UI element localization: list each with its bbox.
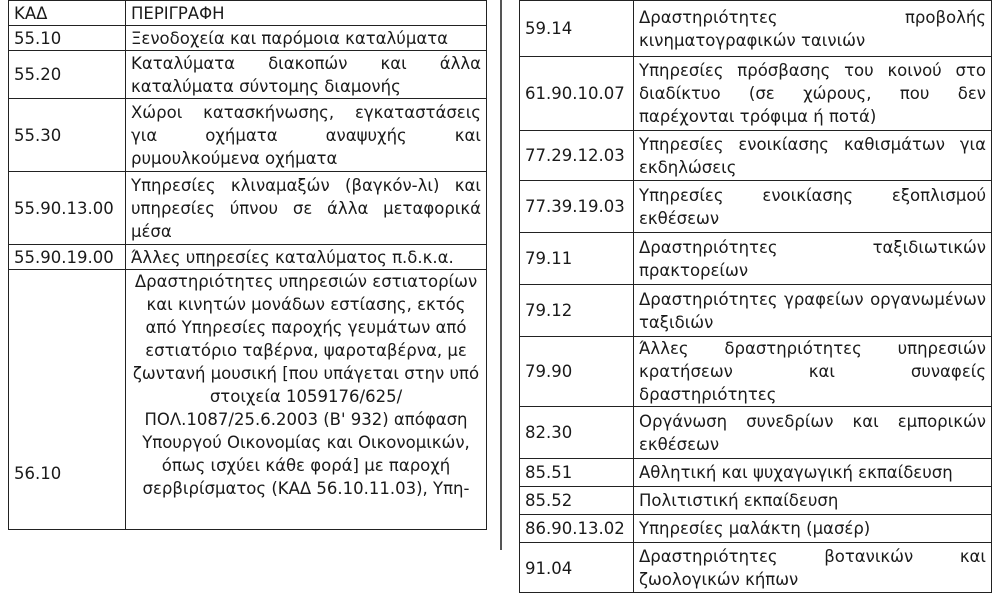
table-row — [520, 1, 992, 57]
kad-description: Άλλες υπηρεσίες καταλύματος π.δ.κ.α. — [126, 245, 487, 270]
kad-code: 79.90 — [520, 337, 634, 407]
kad-description: Αθλητική και ψυχαγωγική εκπαίδευση — [634, 459, 992, 487]
table-row — [9, 26, 487, 51]
kad-description: Υπηρεσίες ενοικίασης εξοπλισμού εκθέσεων — [634, 181, 992, 233]
kad-description: Χώροι κατασκήνωσης, εγκαταστάσεις για οχήματα αναψυχής και ρυμουλκούμενα οχήματα — [126, 99, 487, 172]
kad-description: Ξενοδοχεία και παρόμοια καταλύματα — [126, 26, 487, 51]
kad-code: 55.20 — [9, 51, 126, 99]
kad-code: 59.14 — [520, 1, 634, 57]
right-kad-table — [519, 0, 992, 593]
kad-code: 55.10 — [9, 26, 126, 51]
table-row — [520, 233, 992, 285]
kad-description: Οργάνωση συνεδρίων και εμπορικών εκθέσεων — [634, 407, 992, 459]
table-row — [9, 270, 487, 530]
kad-code: 79.11 — [520, 233, 634, 285]
table-row — [520, 131, 992, 181]
kad-description: Δραστηριότητες ταξιδιωτικών πρακτορείων — [634, 233, 992, 285]
kad-description: Πολιτιστική εκπαίδευση — [634, 487, 992, 515]
table-row — [520, 407, 992, 459]
kad-description: Άλλες δραστηριότητες υπηρεσιών κρατήσεων και συναφείς δραστηριότητες — [634, 337, 992, 407]
table-row — [520, 459, 992, 487]
table-header-row — [9, 1, 487, 26]
table-row — [520, 337, 992, 407]
kad-description: Δραστηριότητες υπηρεσιών εστιατορίων και κινητών μονάδων εστίασης, εκτός από Υπηρεσίες παροχής γευμάτων από εστιατόριο ταβέρνα, ψαροταβέρνα, με ζωντανή μουσική [που υπάγεται στην υπό στοιχεία 1059176/625/ ΠΟΛ.1087/25.6.2003 (Β' 932) απόφαση Υπουργού Οικονομίας και Οικονομικών, όπως ισχύει κάθε φορά] με παροχή σερβιρίσματος (ΚΑΔ 56.10.11.03), Υπη- — [126, 270, 487, 530]
header-kad: ΚΑΔ — [9, 1, 126, 26]
header-description: ΠΕΡΙΓΡΑΦΗ — [126, 1, 487, 26]
kad-code: 61.90.10.07 — [520, 57, 634, 131]
table-row — [520, 543, 992, 593]
kad-code: 55.90.19.00 — [9, 245, 126, 270]
kad-description: Δραστηριότητες προβολής κινηματογραφικών ταινιών — [634, 1, 992, 57]
kad-description: Δραστηριότητες βοτανικών και ζωολογικών κήπων — [634, 543, 992, 593]
table-row — [520, 181, 992, 233]
kad-code: 55.90.13.00 — [9, 172, 126, 245]
kad-code: 91.04 — [520, 543, 634, 593]
kad-description: Υπηρεσίες μαλάκτη (μασέρ) — [634, 515, 992, 543]
kad-code: 55.30 — [9, 99, 126, 172]
kad-description: Υπηρεσίες ενοικίασης καθισμάτων για εκδηλώσεις — [634, 131, 992, 181]
table-row — [520, 285, 992, 337]
table-row — [9, 99, 487, 172]
table-row — [9, 245, 487, 270]
kad-description: Καταλύματα διακοπών και άλλα καταλύματα σύντομης διαμονής — [126, 51, 487, 99]
table-row — [520, 515, 992, 543]
table-row — [520, 57, 992, 131]
kad-description: Δραστηριότητες γραφείων οργανωμένων ταξιδιών — [634, 285, 992, 337]
kad-code: 77.39.19.03 — [520, 181, 634, 233]
kad-code: 86.90.13.02 — [520, 515, 634, 543]
kad-code: 82.30 — [520, 407, 634, 459]
kad-code: 56.10 — [9, 270, 126, 530]
column-separator — [500, 0, 502, 550]
table-row — [9, 172, 487, 245]
table-row — [520, 487, 992, 515]
table-row — [9, 51, 487, 99]
kad-code: 85.51 — [520, 459, 634, 487]
kad-description: Υπηρεσίες κλιναμαξών (βαγκόν-λι) και υπηρεσίες ύπνου σε άλλα μεταφορικά μέσα — [126, 172, 487, 245]
kad-code: 79.12 — [520, 285, 634, 337]
left-kad-table — [8, 0, 487, 530]
kad-description: Υπηρεσίες πρόσβασης του κοινού στο διαδίκτυο (σε χώρους, που δεν παρέχονται τρόφιμα ή ποτά) — [634, 57, 992, 131]
kad-code: 85.52 — [520, 487, 634, 515]
kad-code: 77.29.12.03 — [520, 131, 634, 181]
